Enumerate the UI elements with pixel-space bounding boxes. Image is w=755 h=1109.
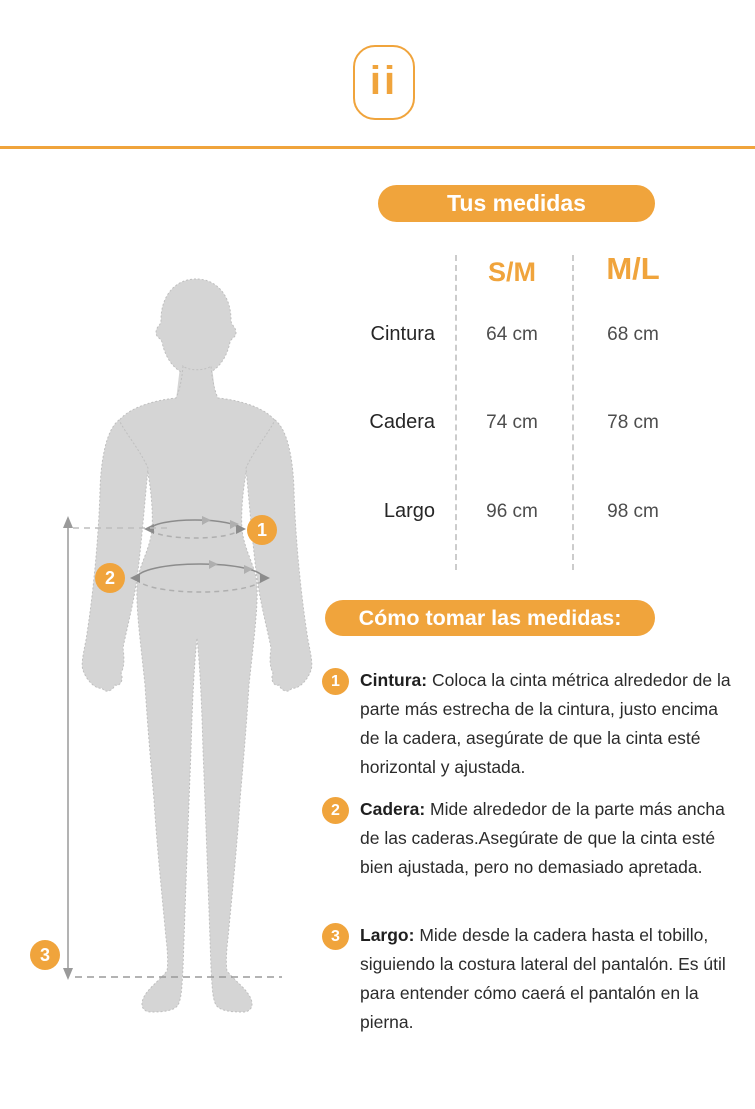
figure-marker-hip: 2 [95, 563, 125, 593]
instruction-body: Mide alrededor de la parte más ancha de las caderas.Asegúrate de que la cinta esté bien ajustada, pero no demasiado apretada. [360, 799, 725, 877]
instruction-body: Mide desde la cadera hasta el tobillo, siguiendo la costura lateral del pantalón. Es útil para entender cómo caerá el pantalón en la pierna. [360, 925, 726, 1032]
column-header-ml: M/L [606, 251, 660, 286]
instructions-title: Cómo tomar las medidas: [358, 605, 622, 630]
body-silhouette [82, 279, 312, 1012]
row-label-cintura: Cintura [370, 323, 435, 345]
instruction-term: Cintura: [360, 670, 428, 690]
header-divider [0, 146, 755, 149]
instruction-text [360, 795, 742, 882]
table-column-divider [572, 255, 574, 570]
instruction-text [360, 666, 742, 782]
instruction-number-badge: 2 [322, 797, 349, 824]
cell-cintura-ml: 68 cm [607, 324, 659, 345]
figure-marker-waist: 1 [247, 515, 277, 545]
figure-marker-length: 3 [30, 940, 60, 970]
row-label-cadera: Cadera [369, 411, 435, 433]
cell-cadera-sm: 74 cm [486, 412, 538, 433]
cell-cintura-sm: 64 cm [486, 324, 538, 345]
instruction-number-badge: 1 [322, 668, 349, 695]
brand-logo-text: ii [369, 58, 399, 103]
instruction-number-badge: 3 [322, 923, 349, 950]
instruction-item-cadera [322, 795, 742, 882]
instructions-title-pill [325, 600, 655, 636]
measurements-title: Tus medidas [447, 190, 586, 216]
instruction-item-cintura [322, 666, 742, 782]
instruction-term: Largo: [360, 925, 415, 945]
instruction-term: Cadera: [360, 799, 426, 819]
cell-largo-ml: 98 cm [607, 501, 659, 522]
column-header-sm: S/M [487, 257, 536, 287]
instruction-body: Coloca la cinta métrica alrededor de la parte más estrecha de la cintura, justo encima de la cadera, asegúrate de que la cinta esté horizontal y ajustada. [360, 670, 731, 777]
cell-largo-sm: 96 cm [486, 501, 538, 522]
brand-logo [353, 45, 415, 120]
instruction-item-largo [322, 921, 742, 1037]
measurements-title-pill [378, 185, 655, 222]
row-label-largo: Largo [383, 500, 435, 522]
instruction-text [360, 921, 742, 1037]
cell-cadera-ml: 78 cm [607, 412, 659, 433]
body-silhouette-diagram [20, 270, 374, 1030]
